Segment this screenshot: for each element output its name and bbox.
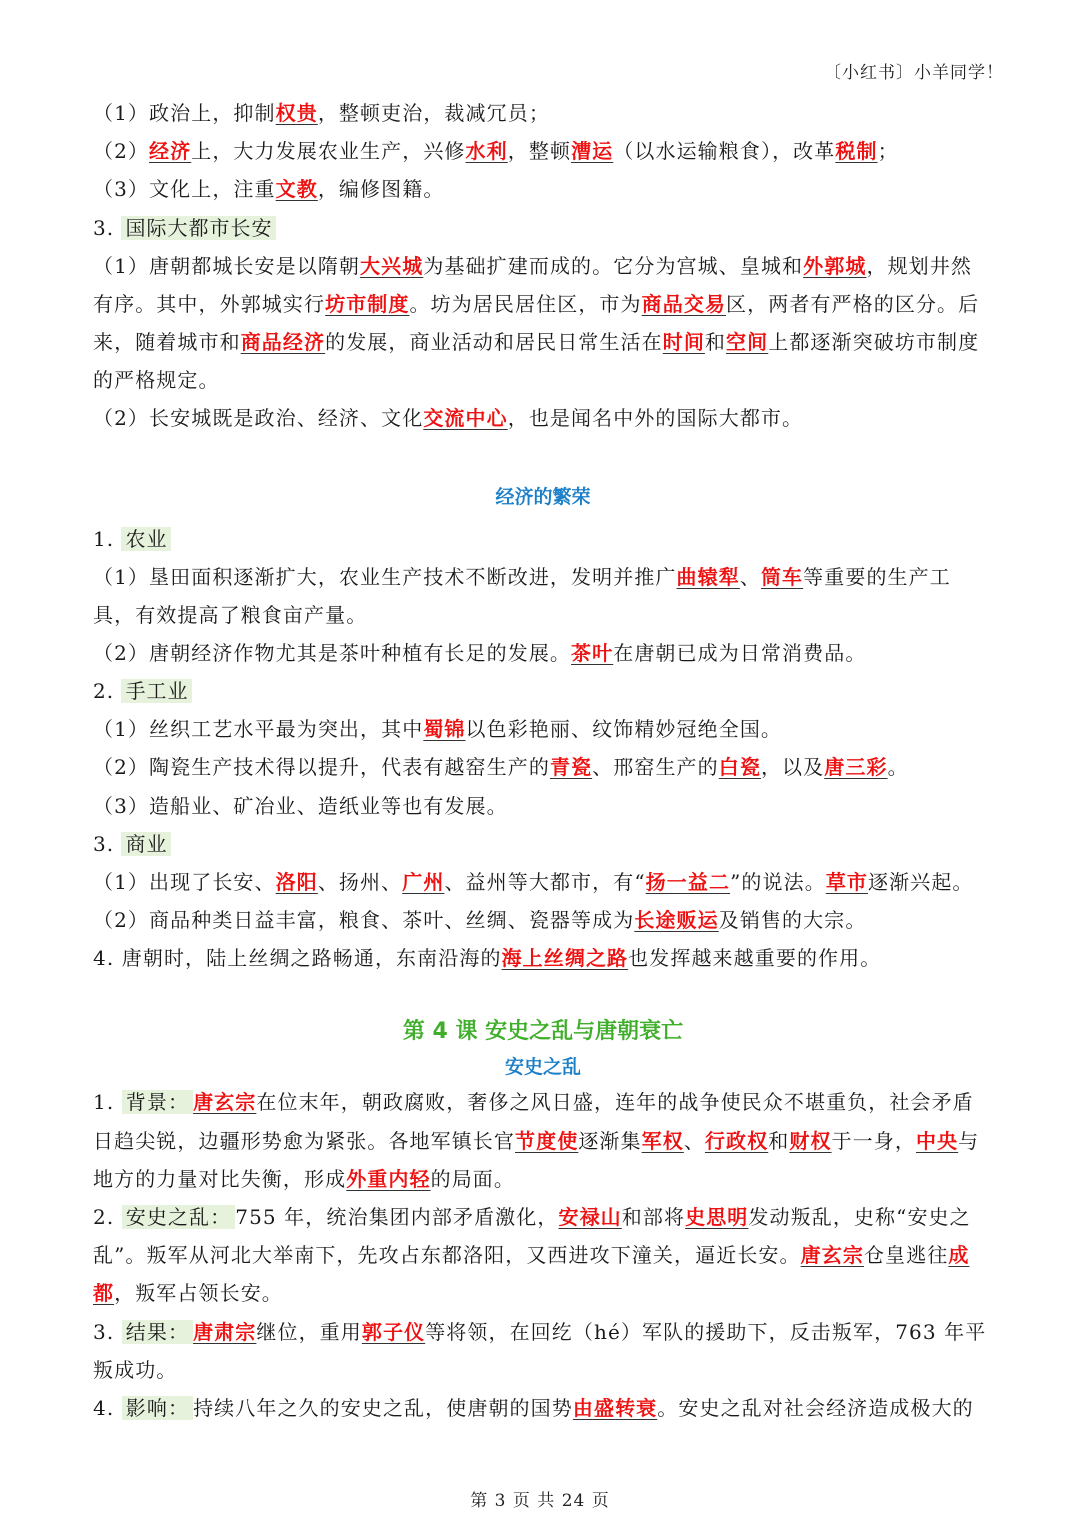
subheading-agriculture: 1. 农业 xyxy=(93,520,993,558)
highlighted-label: 结果： xyxy=(122,1320,193,1344)
keyword: 行政权 xyxy=(704,1128,769,1153)
paragraph: 4. 影响： 持续八年之久的安史之乱，使唐朝的国势由盛转衰。安史之乱对社会经济造成极大的 xyxy=(93,1396,974,1421)
keyword: 坊市制度 xyxy=(325,291,410,316)
paragraph: （1）唐朝都城长安是以隋朝大兴城为基础扩建而成的。它分为宫城、皇城和外郭城，规划井然有序。其中，外郭城实行坊市制度。坊为居民居住区，市为商品交易区，两者有严格的区分。后来，随着城市和商品经济的发展，商业活动和居民日常生活在时间和空间上都逐渐突破坊市制度的严格规定。 xyxy=(93,253,980,393)
keyword: 权贵 xyxy=(275,101,318,125)
keyword: 洛阳 xyxy=(275,869,318,894)
highlighted-heading: 国际大都市长安 xyxy=(121,216,276,240)
keyword: 成都 xyxy=(93,1243,970,1306)
subheading-commerce: 3. 商业 xyxy=(93,825,993,863)
paragraph: （1）垦田面积逐渐扩大，农业生产技术不断改进，发明并推广曲辕犁、筒车等重要的生产工具，有效提高了粮食亩产量。 xyxy=(93,564,951,627)
paragraph: （3）造船业、矿冶业、造纸业等也有发展。 xyxy=(93,793,508,818)
lesson-title: 第 4 课 安史之乱与唐朝衰亡 xyxy=(402,1019,684,1045)
keyword: 史思明 xyxy=(685,1205,749,1230)
keyword: 草市 xyxy=(825,869,869,894)
keyword: 郭子仪 xyxy=(361,1319,426,1344)
keyword: 交流中心 xyxy=(423,406,508,431)
keyword: 曲辕犁 xyxy=(676,564,740,589)
highlighted-label: 影响： xyxy=(122,1396,193,1420)
keyword: 唐三彩 xyxy=(824,755,888,780)
keyword: 海上丝绸之路 xyxy=(501,946,629,971)
keyword: 唐玄宗 xyxy=(800,1243,864,1268)
keyword: 节度使 xyxy=(515,1128,579,1153)
keyword: 商品经济 xyxy=(240,330,326,355)
paragraph: （2）唐朝经济作物尤其是茶叶种植有长足的发展。茶叶在唐朝已成为日常消费品。 xyxy=(93,641,867,666)
keyword: 广州 xyxy=(402,869,445,894)
keyword: 经济 xyxy=(149,139,192,164)
keyword: 文教 xyxy=(275,177,318,202)
paragraph: （2）商品种类日益丰富，粮食、茶叶、丝绸、瓷器等成为长途贩运及销售的大宗。 xyxy=(93,908,867,933)
subheading-chang-an: 3. 国际大都市长安 xyxy=(93,209,993,247)
keyword: 水利 xyxy=(465,139,508,164)
section-title-anshi: 安史之乱 xyxy=(504,1056,581,1079)
keyword: 长途贩运 xyxy=(634,908,719,933)
paragraph: （1）出现了长安、洛阳、扬州、广州、益州等大都市，有“扬一益二”的说法。草市逐渐兴起。 xyxy=(93,869,974,894)
keyword: 空间 xyxy=(726,330,769,355)
highlighted-heading: 商业 xyxy=(121,832,171,856)
keyword: 外郭城 xyxy=(803,253,867,278)
highlighted-heading: 农业 xyxy=(121,527,171,551)
page-footer-number: 第 3 页 共 24 页 xyxy=(470,1491,610,1511)
paragraph: （2）经济上，大力发展农业生产，兴修水利，整顿漕运（以水运输粮食），改革税制； xyxy=(93,139,899,164)
paragraph: （1）政治上，抑制权贵，整顿吏治，裁减冗员； xyxy=(93,101,550,125)
keyword: 青瓷 xyxy=(549,755,593,780)
paragraph: （1）丝织工艺水平最为突出，其中蜀锦以色彩艳丽、纹饰精妙冠绝全国。 xyxy=(93,717,783,742)
paragraph: 1. 背景： 唐玄宗在位末年，朝政腐败，奢侈之风日盛，连年的战争使民众不堪重负，社会矛盾日趋尖锐，边疆形势愈为紧张。各地军镇长官节度使逐渐集军权、行政权和财权于一身，中央与地方的力量对比失衡，形成外重内轻的局面。 xyxy=(93,1090,980,1191)
paragraph: 3. 结果： 唐肃宗继位，重用郭子仪等将领，在回纥（hé）军队的援助下，反击叛军，763 年平叛成功。 xyxy=(93,1319,987,1382)
keyword: 商品交易 xyxy=(641,291,727,316)
highlighted-heading: 手工业 xyxy=(121,679,192,703)
section-title-economy: 经济的繁荣 xyxy=(495,485,591,508)
keyword: 漕运 xyxy=(571,139,614,164)
keyword: 白瓷 xyxy=(718,755,761,780)
keyword: 财权 xyxy=(789,1128,832,1153)
keyword: 税制 xyxy=(835,139,878,164)
subheading-handicraft: 2. 手工业 xyxy=(93,672,993,710)
keyword: 茶叶 xyxy=(571,641,614,666)
highlighted-label: 背景： xyxy=(122,1090,193,1114)
paragraph: （2）长安城既是政治、经济、文化交流中心，也是闻名中外的国际大都市。 xyxy=(93,406,804,431)
keyword: 中央 xyxy=(915,1128,959,1153)
keyword: 蜀锦 xyxy=(423,717,466,742)
keyword: 军权 xyxy=(641,1128,684,1153)
page-header-source: 〔小红书〕小羊同学！ xyxy=(824,63,1004,83)
paragraph: 2. 安史之乱： 755 年，统治集团内部矛盾激化，安禄山和部将史思明发动叛乱，史称“安史之乱”。叛军从河北大举南下，先攻占东都洛阳，又西进攻下潼关，逼近长安。唐玄宗仓皇逃往成都，叛军占领长安。 xyxy=(93,1205,971,1306)
keyword: 扬一益二 xyxy=(645,869,731,894)
document-body xyxy=(93,94,993,1427)
paragraph: （3）文化上，注重文教，编修图籍。 xyxy=(93,177,445,202)
keyword: 筒车 xyxy=(760,564,804,589)
paragraph: 4. 唐朝时，陆上丝绸之路畅通，东南沿海的海上丝绸之路也发挥越来越重要的作用。 xyxy=(93,946,882,971)
highlighted-label: 安史之乱： xyxy=(122,1205,236,1229)
keyword: 时间 xyxy=(662,330,705,355)
keyword: 外重内轻 xyxy=(346,1166,431,1191)
paragraph: （2）陶瓷生产技术得以提升，代表有越窑生产的青瓷、邢窑生产的白瓷，以及唐三彩。 xyxy=(93,755,909,780)
keyword: 安禄山 xyxy=(558,1205,622,1230)
keyword: 大兴城 xyxy=(360,253,424,278)
keyword: 由盛转衰 xyxy=(572,1396,658,1421)
keyword: 唐肃宗 xyxy=(193,1319,257,1344)
keyword: 唐玄宗 xyxy=(193,1090,257,1115)
